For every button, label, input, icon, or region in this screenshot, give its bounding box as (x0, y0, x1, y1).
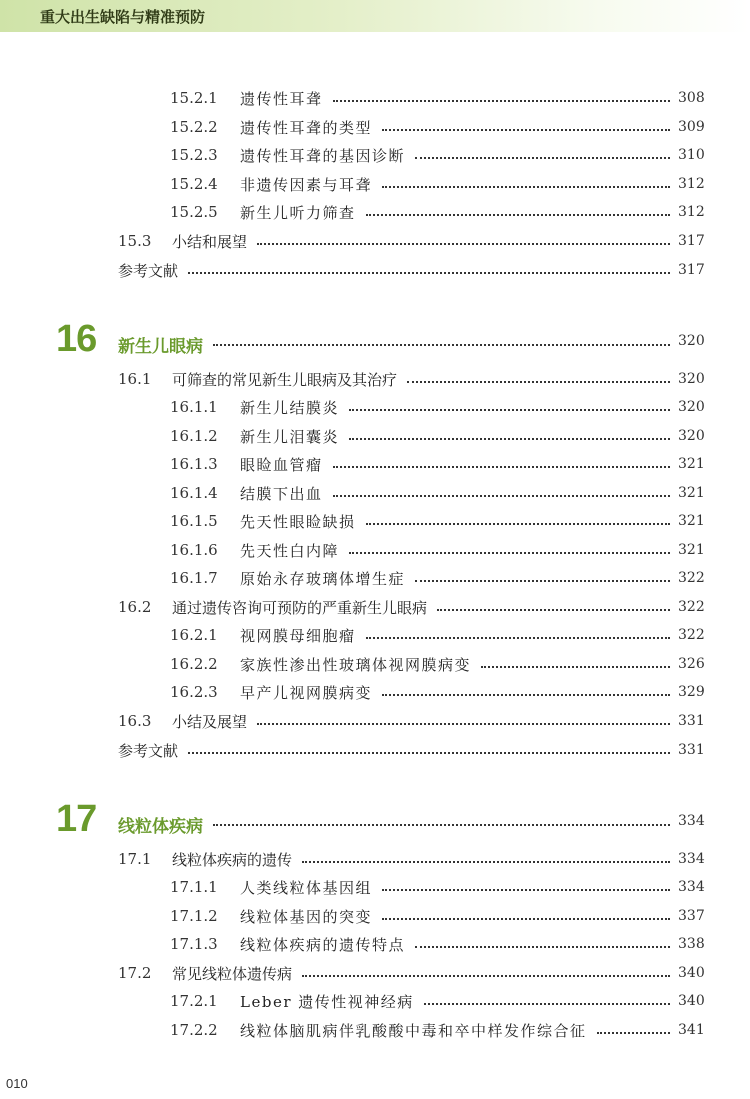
dot-leader (349, 409, 670, 411)
entry-page-number: 309 (678, 119, 705, 135)
toc-entry[interactable] (0, 567, 750, 589)
entry-page-number: 331 (678, 713, 705, 729)
entry-number: 15.3 (118, 232, 152, 250)
entry-title: 视网膜母细胞瘤 (240, 626, 356, 645)
entry-number: 16.2.1 (170, 626, 218, 644)
entry-number: 17.2.1 (170, 992, 218, 1010)
dot-leader (333, 495, 670, 497)
chapter-entry[interactable] (0, 318, 750, 362)
entry-number: 16.1.2 (170, 427, 218, 445)
entry-title: 非遗传因素与耳聋 (240, 175, 373, 194)
entry-number: 17.1.2 (170, 907, 218, 925)
chapter-entry[interactable] (0, 798, 750, 842)
dot-leader (407, 381, 670, 383)
book-title: 重大出生缺陷与精准预防 (40, 8, 206, 26)
entry-page-number: 310 (678, 147, 705, 163)
entry-title: 参考文献 (118, 741, 179, 760)
dot-leader (382, 186, 670, 188)
dot-leader (349, 438, 670, 440)
dot-leader (382, 889, 670, 891)
chapter-number: 16 (56, 318, 97, 360)
dot-leader (366, 214, 670, 216)
entry-title: 小结和展望 (172, 232, 248, 251)
entry-title: 线粒体基因的突变 (240, 907, 373, 926)
entry-page-number: 320 (678, 428, 705, 444)
entry-title: 小结及展望 (172, 712, 248, 731)
entry-number: 15.2.1 (170, 89, 218, 107)
dot-leader (333, 466, 670, 468)
entry-number: 17.1.1 (170, 878, 218, 896)
toc-entry[interactable] (0, 396, 750, 418)
entry-title: 眼睑血管瘤 (240, 455, 323, 474)
toc-entry[interactable] (0, 962, 750, 984)
entry-title: 遗传性耳聋 (240, 89, 323, 108)
chapter-title: 新生儿眼病 (118, 337, 203, 357)
dot-leader (257, 243, 670, 245)
entry-page-number: 334 (678, 879, 705, 895)
entry-title: 常见线粒体遗传病 (172, 964, 293, 983)
toc-entry[interactable] (0, 624, 750, 646)
dot-leader (382, 129, 670, 131)
entry-page-number: 329 (678, 684, 705, 700)
dot-leader (415, 946, 670, 948)
entry-page-number: 326 (678, 656, 705, 672)
dot-leader (437, 609, 670, 611)
toc-entry[interactable] (0, 710, 750, 732)
toc-entry[interactable] (0, 453, 750, 475)
entry-number: 15.2.5 (170, 203, 218, 221)
page-number: 010 (6, 1076, 28, 1091)
entry-title: 新生儿泪囊炎 (240, 427, 340, 446)
entry-title: Leber 遗传性视神经病 (240, 992, 414, 1011)
entry-page-number: 321 (678, 456, 705, 472)
entry-number: 16.2 (118, 598, 152, 616)
entry-page-number: 321 (678, 542, 705, 558)
dot-leader (366, 523, 670, 525)
entry-page-number: 320 (678, 399, 705, 415)
toc-entry[interactable] (0, 653, 750, 675)
dot-leader (188, 272, 670, 274)
dot-leader (415, 580, 670, 582)
entry-page-number: 308 (678, 90, 705, 106)
entry-title: 遗传性耳聋的类型 (240, 118, 373, 137)
entry-page-number: 312 (678, 176, 705, 192)
entry-number: 15.2.2 (170, 118, 218, 136)
entry-page-number: 317 (678, 233, 705, 249)
toc-entry[interactable] (0, 425, 750, 447)
entry-title: 可筛查的常见新生儿眼病及其治疗 (172, 370, 398, 389)
entry-title: 参考文献 (118, 261, 179, 280)
entry-title: 线粒体疾病的遗传 (172, 850, 293, 869)
dot-leader (333, 100, 670, 102)
toc-entry[interactable] (0, 368, 750, 390)
entry-title: 新生儿结膜炎 (240, 398, 340, 417)
toc-entry[interactable] (0, 87, 750, 109)
entry-page-number: 334 (678, 851, 705, 867)
chapter-number: 17 (56, 798, 97, 840)
dot-leader (481, 666, 670, 668)
entry-title: 新生儿听力筛查 (240, 203, 356, 222)
entry-page-number: 322 (678, 627, 705, 643)
dot-leader (188, 752, 670, 754)
dot-leader (382, 918, 670, 920)
toc-entry[interactable] (0, 144, 750, 166)
entry-page-number: 321 (678, 485, 705, 501)
toc-entry[interactable] (0, 1019, 750, 1041)
entry-title: 线粒体疾病的遗传特点 (240, 935, 406, 954)
toc-entry[interactable] (0, 173, 750, 195)
toc-entry[interactable] (0, 510, 750, 532)
entry-number: 17.2.2 (170, 1021, 218, 1039)
running-header (0, 0, 750, 32)
dot-leader (415, 157, 670, 159)
entry-number: 16.1.4 (170, 484, 218, 502)
toc-entry[interactable] (0, 933, 750, 955)
entry-number: 16.2.3 (170, 683, 218, 701)
entry-page-number: 341 (678, 1022, 705, 1038)
entry-number: 16.2.2 (170, 655, 218, 673)
entry-number: 16.1.6 (170, 541, 218, 559)
entry-title: 人类线粒体基因组 (240, 878, 373, 897)
toc-entry[interactable] (0, 905, 750, 927)
dot-leader (213, 824, 670, 826)
entry-number: 16.1.7 (170, 569, 218, 587)
entry-page-number: 320 (678, 333, 705, 349)
entry-number: 17.1.3 (170, 935, 218, 953)
entry-number: 16.1.3 (170, 455, 218, 473)
dot-leader (349, 552, 670, 554)
dot-leader (366, 637, 670, 639)
entry-number: 17.1 (118, 850, 152, 868)
entry-title: 先天性白内障 (240, 541, 340, 560)
entry-page-number: 322 (678, 599, 705, 615)
entry-page-number: 334 (678, 813, 705, 829)
toc-entry[interactable] (0, 482, 750, 504)
dot-leader (302, 861, 670, 863)
entry-page-number: 338 (678, 936, 705, 952)
dot-leader (597, 1032, 670, 1034)
toc-entry[interactable] (0, 230, 750, 252)
entry-number: 16.3 (118, 712, 152, 730)
references-entry[interactable] (0, 739, 750, 761)
entry-title: 先天性眼睑缺损 (240, 512, 356, 531)
entry-page-number: 320 (678, 371, 705, 387)
entry-page-number: 331 (678, 742, 705, 758)
chapter-title: 线粒体疾病 (118, 817, 203, 837)
entry-number: 16.1.1 (170, 398, 218, 416)
dot-leader (213, 344, 670, 346)
entry-page-number: 317 (678, 262, 705, 278)
toc-entry[interactable] (0, 596, 750, 618)
toc-entry[interactable] (0, 681, 750, 703)
entry-title: 结膜下出血 (240, 484, 323, 503)
entry-title: 原始永存玻璃体增生症 (240, 569, 406, 588)
dot-leader (257, 723, 670, 725)
dot-leader (382, 694, 670, 696)
entry-number: 15.2.4 (170, 175, 218, 193)
entry-title: 早产儿视网膜病变 (240, 683, 373, 702)
references-entry[interactable] (0, 259, 750, 281)
entry-number: 15.2.3 (170, 146, 218, 164)
entry-title: 线粒体脑肌病伴乳酸酸中毒和卒中样发作综合征 (240, 1021, 587, 1040)
entry-number: 17.2 (118, 964, 152, 982)
entry-page-number: 322 (678, 570, 705, 586)
entry-number: 16.1 (118, 370, 152, 388)
toc-entry[interactable] (0, 848, 750, 870)
dot-leader (424, 1003, 670, 1005)
entry-page-number: 340 (678, 965, 705, 981)
toc-entry[interactable] (0, 539, 750, 561)
dot-leader (302, 975, 670, 977)
entry-page-number: 321 (678, 513, 705, 529)
entry-page-number: 340 (678, 993, 705, 1009)
toc-entry[interactable] (0, 201, 750, 223)
entry-page-number: 312 (678, 204, 705, 220)
entry-page-number: 337 (678, 908, 705, 924)
entry-title: 遗传性耳聋的基因诊断 (240, 146, 406, 165)
toc-entry[interactable] (0, 990, 750, 1012)
entry-title: 通过遗传咨询可预防的严重新生儿眼病 (172, 598, 428, 617)
toc-entry[interactable] (0, 876, 750, 898)
entry-title: 家族性渗出性玻璃体视网膜病变 (240, 655, 472, 674)
toc-entry[interactable] (0, 116, 750, 138)
entry-number: 16.1.5 (170, 512, 218, 530)
